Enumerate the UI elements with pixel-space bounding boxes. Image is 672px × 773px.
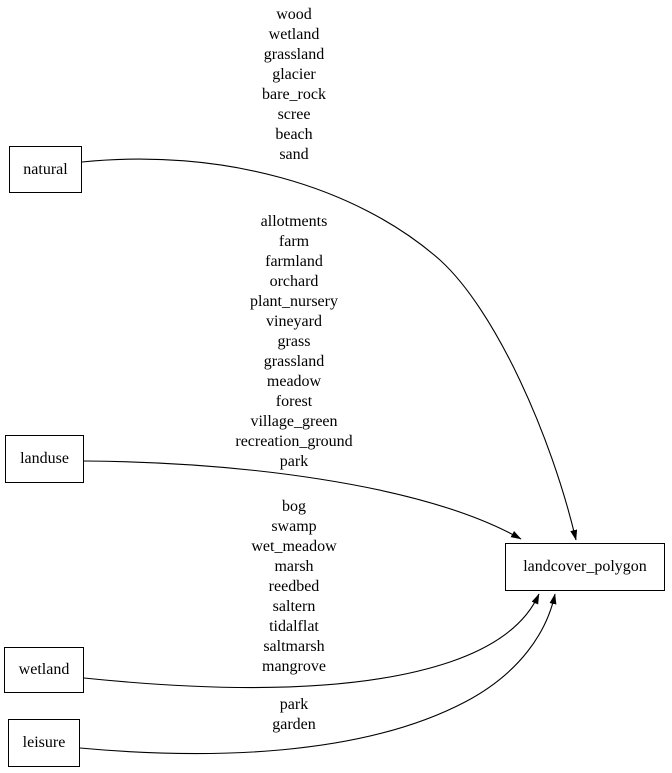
edge-label-line: saltmarsh xyxy=(263,638,325,655)
edge-label-line: marsh xyxy=(274,558,314,575)
edge-label-line: farm xyxy=(278,233,310,250)
edge-label-line: bare_rock xyxy=(262,86,326,103)
edge-label-line: plant_nursery xyxy=(250,293,338,310)
edge-label-line: reedbed xyxy=(268,578,320,595)
node-landcover-polygon xyxy=(505,543,665,591)
node-leisure-label: leisure xyxy=(22,734,66,751)
edge-label-line: recreation_ground xyxy=(235,433,353,450)
edge-label-line: vineyard xyxy=(266,313,322,330)
edge-label-line: meadow xyxy=(266,373,322,390)
edge-labels-leisure xyxy=(199,695,389,735)
edge-labels-landuse xyxy=(199,212,389,472)
edge-label-line: park xyxy=(279,696,309,713)
edge-label-line: bog xyxy=(282,498,306,515)
edge-label-line: tidalflat xyxy=(269,618,319,635)
edge-label-line: orchard xyxy=(269,273,319,290)
edge-labels-wetland xyxy=(199,497,389,677)
edge-label-line: swamp xyxy=(271,518,317,535)
edge-label-line: allotments xyxy=(260,213,328,230)
edge-label-line: saltern xyxy=(272,598,316,615)
edge-label-line: grassland xyxy=(263,46,325,63)
edge-label-line: scree xyxy=(277,106,311,123)
node-wetland-label: wetland xyxy=(18,661,70,678)
node-landuse xyxy=(5,435,84,483)
edge-label-line: village_green xyxy=(250,413,338,430)
edge-label-line: mangrove xyxy=(262,658,326,675)
edge-label-line: beach xyxy=(275,126,313,143)
edge-label-line: grassland xyxy=(263,353,325,370)
edge-label-line: park xyxy=(279,453,309,470)
node-natural xyxy=(9,146,82,193)
edge-label-line: wood xyxy=(276,6,312,23)
edge-label-line: sand xyxy=(279,146,309,163)
node-landcover-polygon-label: landcover_polygon xyxy=(523,558,647,575)
node-wetland xyxy=(4,647,84,693)
node-leisure xyxy=(8,719,80,767)
edge-label-line: grass xyxy=(277,333,311,350)
edge-label-line: forest xyxy=(275,393,313,410)
edge-label-line: wetland xyxy=(268,26,320,43)
node-landuse-label: landuse xyxy=(20,450,69,467)
edge-label-line: wet_meadow xyxy=(251,538,337,555)
node-natural-label: natural xyxy=(23,160,68,178)
edge-label-line: glacier xyxy=(272,66,316,83)
edge-label-line: farmland xyxy=(265,253,323,270)
edge-label-line: garden xyxy=(272,716,316,733)
edge-labels-natural xyxy=(199,5,389,165)
